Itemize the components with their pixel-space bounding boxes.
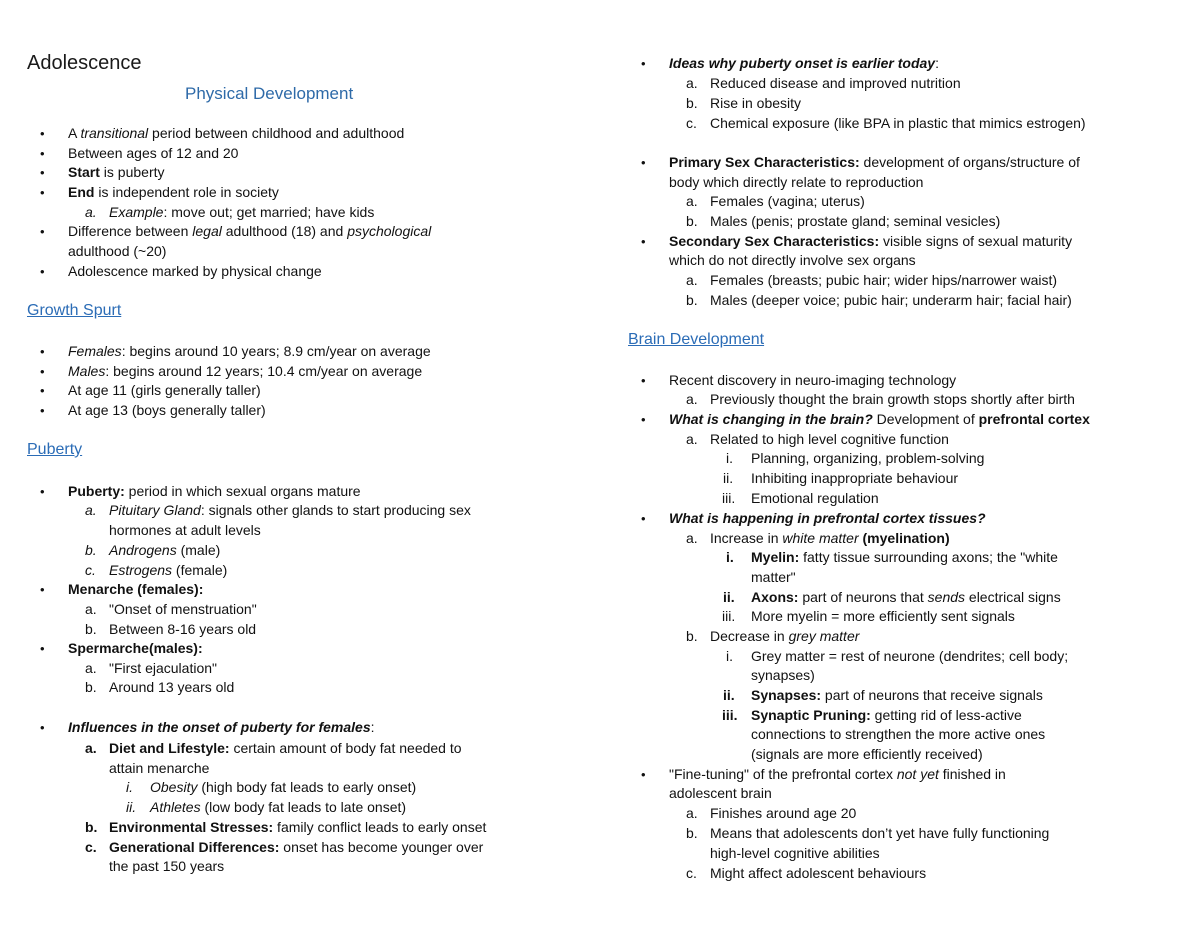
list-item: Menarche (females): (68, 581, 204, 597)
list-marker: ii. (723, 470, 734, 486)
list-item: Reduced disease and improved nutrition (710, 75, 961, 91)
list-item: Planning, organizing, problem-solving (751, 450, 985, 466)
list-marker: a. (686, 272, 698, 288)
list-item: Males (penis; prostate gland; seminal vesicles) (710, 213, 1001, 229)
bullet-marker: • (40, 403, 45, 418)
document-title: Adolescence (27, 52, 142, 74)
bullet-marker: • (40, 165, 45, 180)
list-item: "First ejaculation" (109, 660, 217, 676)
bullet-marker: • (40, 364, 45, 379)
list-marker: ii. (723, 687, 735, 703)
bullet-marker: • (40, 185, 45, 200)
brain-development-heading: Brain Development (628, 331, 765, 348)
list-marker: c. (686, 865, 697, 881)
puberty-heading: Puberty (27, 441, 83, 458)
list-item: Synapses: part of neurons that receive signals (751, 687, 1043, 703)
bullet-marker: • (40, 383, 45, 398)
list-marker: b. (85, 621, 97, 637)
list-marker: a. (686, 193, 698, 209)
list-item: More myelin = more efficiently sent signals (751, 608, 1015, 624)
list-item: At age 11 (girls generally taller) (68, 382, 261, 398)
list-item: Influences in the onset of puberty for females: (68, 719, 375, 735)
list-item: Axons: part of neurons that sends electrical signs (751, 589, 1061, 605)
list-item: Chemical exposure (like BPA in plastic that mimics estrogen) (710, 115, 1086, 131)
list-marker: a. (686, 431, 698, 447)
list-item: Diet and Lifestyle: certain amount of body fat needed to (109, 740, 462, 756)
list-marker: a. (686, 391, 698, 407)
list-item: What is happening in prefrontal cortex tissues? (669, 510, 986, 526)
list-marker: a. (85, 204, 97, 220)
list-marker: b. (686, 213, 698, 229)
list-item: Spermarche(males): (68, 640, 203, 656)
bullet-marker: • (641, 767, 646, 782)
growth-spurt-heading: Growth Spurt (27, 302, 122, 319)
bullet-marker: • (40, 126, 45, 141)
list-item: Between 8-16 years old (109, 621, 257, 637)
bullet-marker: • (641, 511, 646, 526)
document-subtitle: Physical Development (185, 84, 354, 103)
list-item: Generational Differences: onset has become younger over (109, 839, 484, 855)
list-item: Athletes (low body fat leads to late onset) (150, 799, 407, 815)
list-marker: a. (686, 805, 698, 821)
list-marker: b. (686, 292, 698, 308)
list-item: Androgens (male) (109, 542, 221, 558)
list-item-continuation: synapses) (751, 667, 815, 683)
list-item: Grey matter = rest of neurone (dendrites; cell body; (751, 648, 1069, 664)
list-item: Secondary Sex Characteristics: visible signs of sexual maturity (669, 233, 1073, 249)
list-item: Means that adolescents don’t yet have fully functioning (710, 825, 1050, 841)
list-item: Females (breasts; pubic hair; wider hips/narrower waist) (710, 272, 1058, 288)
list-item: "Onset of menstruation" (109, 601, 257, 617)
list-item-continuation: body which directly relate to reproduction (669, 174, 924, 190)
list-marker: a. (85, 660, 97, 676)
list-item: Estrogens (female) (109, 562, 228, 578)
list-marker: iii. (722, 490, 736, 506)
list-marker: c. (686, 115, 697, 131)
list-marker: c. (85, 562, 96, 578)
list-marker: a. (686, 530, 698, 546)
list-item: Decrease in grey matter (710, 628, 860, 644)
list-item: Females (vagina; uterus) (710, 193, 865, 209)
list-item-continuation: high-level cognitive abilities (710, 845, 880, 861)
list-marker: c. (85, 839, 97, 855)
list-marker: ii. (723, 589, 735, 605)
bullet-marker: • (641, 56, 646, 71)
list-item: Finishes around age 20 (710, 805, 857, 821)
bullet-marker: • (641, 155, 646, 170)
list-item: Ideas why puberty onset is earlier today: (669, 55, 939, 71)
bullet-marker: • (641, 234, 646, 249)
list-marker: i. (726, 549, 734, 565)
list-marker: a. (686, 75, 698, 91)
bullet-marker: • (40, 582, 45, 597)
bullet-marker: • (40, 641, 45, 656)
list-item: Around 13 years old (109, 679, 235, 695)
list-item: At age 13 (boys generally taller) (68, 402, 266, 418)
list-item: Rise in obesity (710, 95, 802, 111)
list-item: A transitional period between childhood and adulthood (68, 125, 405, 141)
list-marker: b. (686, 95, 698, 111)
list-item: Myelin: fatty tissue surrounding axons; the "white (751, 549, 1058, 565)
bullet-marker: • (40, 146, 45, 161)
list-item: Puberty: period in which sexual organs mature (68, 483, 361, 499)
list-item: Increase in white matter (myelination) (710, 530, 950, 546)
list-item: Related to high level cognitive function (710, 431, 949, 447)
list-item-continuation: matter" (751, 569, 796, 585)
bullet-marker: • (40, 720, 45, 735)
list-item: Previously thought the brain growth stops shortly after birth (710, 391, 1075, 407)
list-item-continuation: (signals are more efficiently received) (751, 746, 983, 762)
list-marker: a. (85, 740, 97, 756)
list-marker: ii. (126, 799, 137, 815)
list-item: Difference between legal adulthood (18) and psychological (68, 223, 432, 239)
list-marker: i. (726, 450, 733, 466)
list-item: Adolescence marked by physical change (68, 263, 322, 279)
list-marker: b. (85, 679, 97, 695)
list-item-continuation: the past 150 years (109, 858, 225, 874)
list-item-continuation: attain menarche (109, 760, 210, 776)
bullet-marker: • (641, 412, 646, 427)
list-item: Recent discovery in neuro-imaging technology (669, 372, 957, 388)
list-item: Might affect adolescent behaviours (710, 865, 927, 881)
list-marker: iii. (722, 608, 736, 624)
list-item: Between ages of 12 and 20 (68, 145, 239, 161)
list-item-continuation: which do not directly involve sex organs (669, 252, 916, 268)
list-item: Environmental Stresses: family conflict leads to early onset (109, 819, 487, 835)
list-item: Start is puberty (68, 164, 165, 180)
list-marker: a. (85, 601, 97, 617)
bullet-marker: • (40, 344, 45, 359)
list-marker: b. (85, 542, 97, 558)
list-item: Males: begins around 12 years; 10.4 cm/year on average (68, 363, 423, 379)
list-marker: a. (85, 502, 97, 518)
list-item-continuation: adulthood (~20) (68, 243, 167, 259)
list-marker: b. (686, 628, 698, 644)
list-item: Example: move out; get married; have kids (109, 204, 375, 220)
bullet-marker: • (40, 264, 45, 279)
list-item: Obesity (high body fat leads to early onset) (150, 779, 417, 795)
list-item-continuation: connections to strengthen the more active ones (751, 726, 1046, 742)
list-item: Inhibiting inappropriate behaviour (751, 470, 959, 486)
list-marker: i. (126, 779, 133, 795)
list-item: What is changing in the brain? Development of prefrontal cortex (669, 411, 1090, 427)
bullet-marker: • (40, 224, 45, 239)
list-item: Primary Sex Characteristics: development of organs/structure of (669, 154, 1080, 170)
list-marker: b. (686, 825, 698, 841)
list-item-continuation: adolescent brain (669, 785, 772, 801)
list-item: "Fine-tuning" of the prefrontal cortex not yet finished in (669, 766, 1006, 782)
list-marker: iii. (722, 707, 738, 723)
list-item: Females: begins around 10 years; 8.9 cm/year on average (68, 343, 431, 359)
list-item-continuation: hormones at adult levels (109, 522, 261, 538)
list-marker: b. (85, 819, 98, 835)
list-item: Males (deeper voice; pubic hair; underarm hair; facial hair) (710, 292, 1072, 308)
list-item: End is independent role in society (68, 184, 279, 200)
list-item: Synaptic Pruning: getting rid of less-active (751, 707, 1022, 723)
list-item: Emotional regulation (751, 490, 879, 506)
list-item: Pituitary Gland: signals other glands to start producing sex (109, 502, 471, 518)
bullet-marker: • (641, 373, 646, 388)
list-marker: i. (726, 648, 733, 664)
bullet-marker: • (40, 484, 45, 499)
